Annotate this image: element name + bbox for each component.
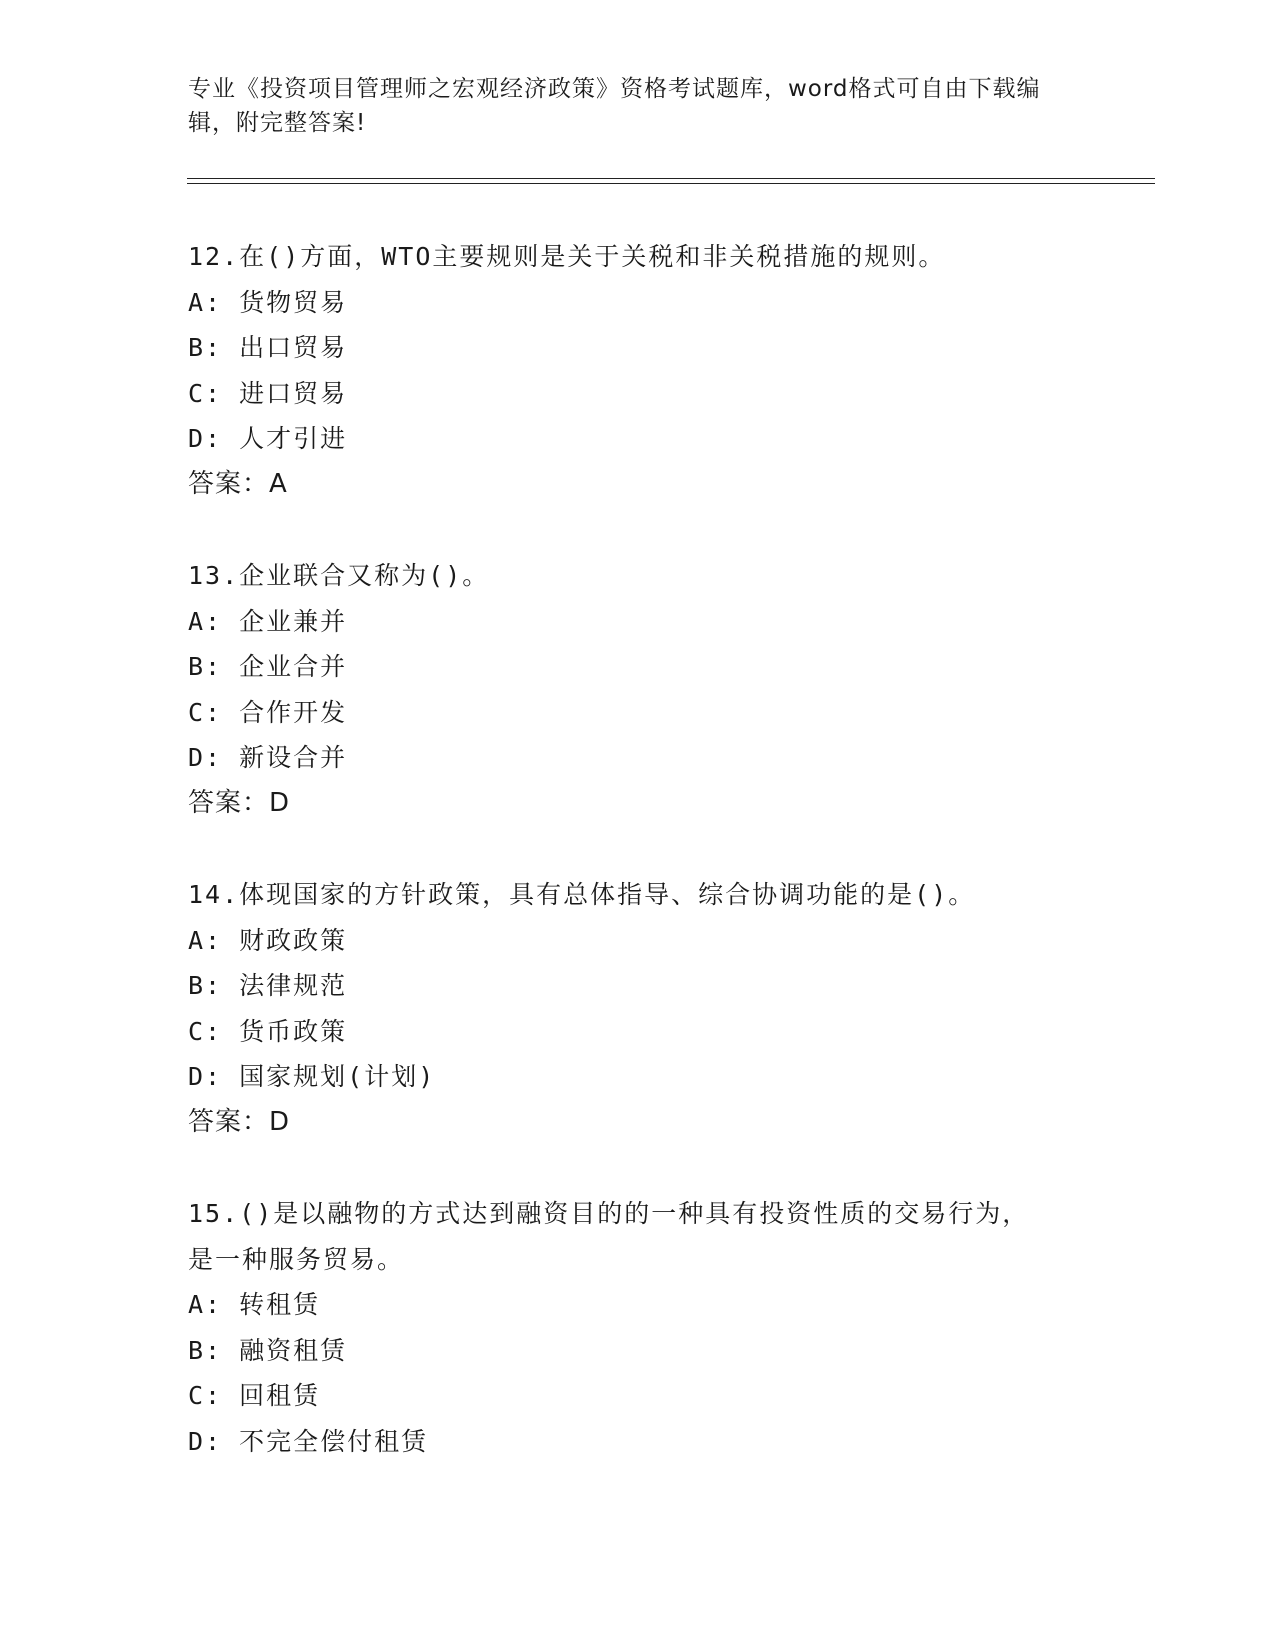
question-15 (188, 1191, 1088, 1464)
answer-line: 答案：A (188, 468, 288, 499)
header-line-2: 辑，附完整答案! (188, 110, 367, 136)
header-line-1: 专业《投资项目管理师之宏观经济政策》资格考试题库，word格式可自由下载编 (188, 76, 1041, 102)
option-a: A: 财政政策 (188, 925, 348, 955)
option-a: A: 企业兼并 (188, 606, 348, 636)
question-14 (188, 872, 1088, 1145)
question-stem-line-1: 15.()是以融物的方式达到融资目的的一种具有投资性质的交易行为， (188, 1199, 1030, 1228)
option-d: D: 新设合并 (188, 743, 348, 772)
option-b: B: 融资租赁 (188, 1335, 348, 1365)
answer-line: 答案：D (188, 1106, 291, 1137)
option-d: D: 不完全偿付租赁 (188, 1426, 429, 1456)
option-d: D: 人才引进 (188, 424, 348, 453)
option-a: A: 货物贸易 (188, 287, 348, 317)
question-stem-line-2: 是一种服务贸易。 (188, 1244, 405, 1274)
answer-line: 答案：D (188, 787, 291, 818)
question-stem: 14.体现国家的方针政策，具有总体指导、综合协调功能的是()。 (188, 880, 976, 909)
option-b: B: 法律规范 (188, 971, 348, 1000)
header-divider-top (187, 178, 1155, 179)
option-b: B: 企业合并 (188, 652, 348, 681)
option-b: B: 出口贸易 (188, 333, 348, 362)
option-c: C: 货币政策 (188, 1016, 348, 1046)
question-12 (188, 234, 1088, 507)
option-c: C: 回租赁 (188, 1381, 321, 1410)
option-c: C: 合作开发 (188, 697, 348, 727)
option-d: D: 国家规划(计划) (188, 1062, 436, 1091)
question-stem: 13.企业联合又称为()。 (188, 561, 490, 590)
header-divider-bottom (187, 183, 1155, 184)
question-13 (188, 553, 1088, 826)
document-header (188, 72, 1068, 140)
option-a: A: 转租赁 (188, 1290, 321, 1319)
question-stem: 12.在()方面，WTO主要规则是关于关税和非关税措施的规则。 (188, 242, 946, 271)
option-c: C: 进口贸易 (188, 378, 348, 408)
